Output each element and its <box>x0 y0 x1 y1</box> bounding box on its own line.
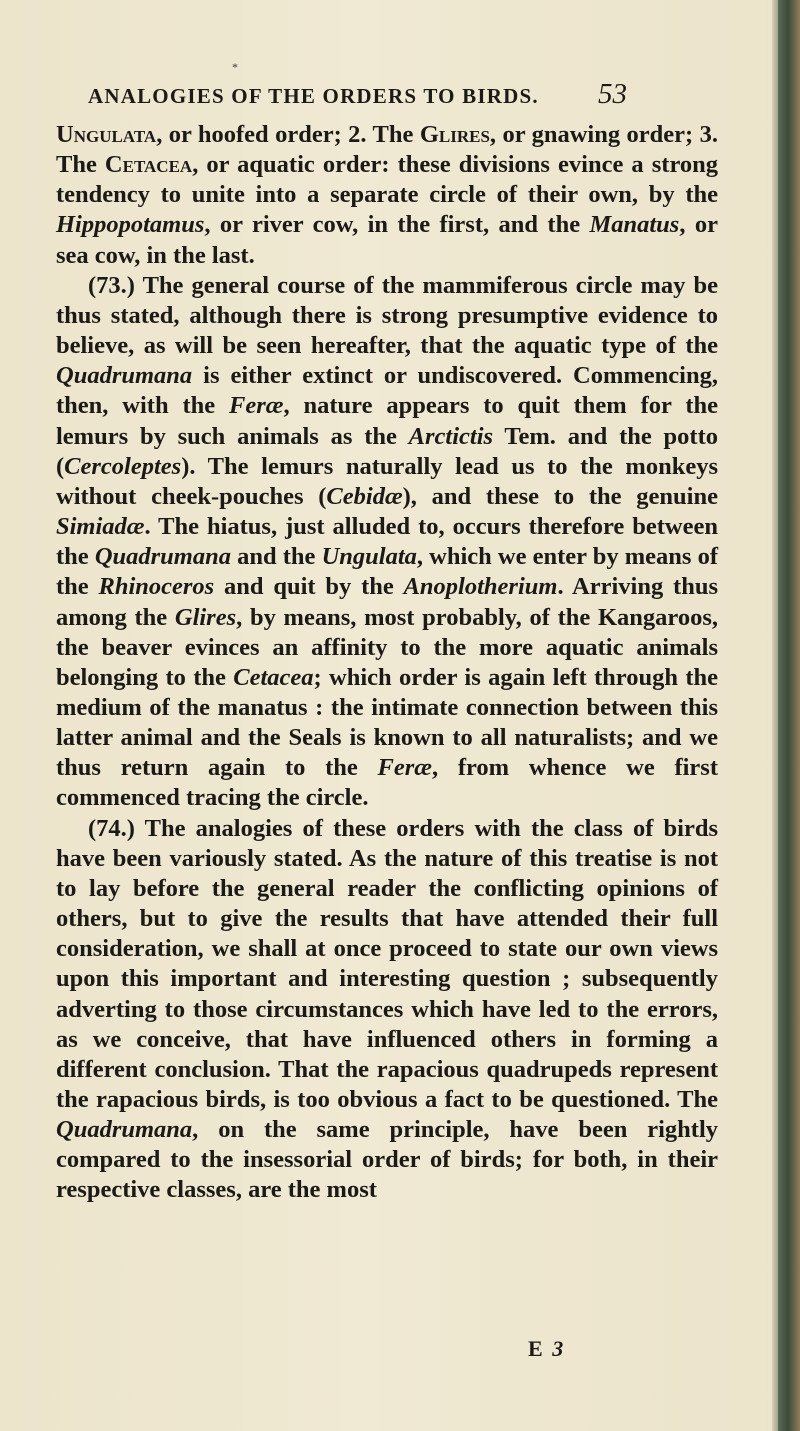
taxon-name: Arctictis <box>408 422 494 450</box>
text-run: (74.) The analogies of these orders with the class of birds have been variously stated. As the nature of this treatise is not to lay before the general reader the conflicting opinions of others, but to give the results that have attended their full consideration, we shall at once proceed to state our own views upon this important and interesting question ; subsequently adverting to those circumstances which have led to the errors, as we conceive, that have influenced others in forming a different conclusion. That the rapacious quadrupeds represent the rapacious birds, is too obvious a fact to be questioned. The <box>56 814 718 1113</box>
signature-number: 3 <box>552 1336 566 1361</box>
text-run: Tem. and the potto ( <box>56 422 718 480</box>
taxon-name: Cebidæ <box>326 482 403 510</box>
text-run: and quit by the <box>214 573 404 601</box>
text-run: , on the same principle, have been rightly compared to the insessorial order of birds; for both, in their respective classes, are the most <box>56 1116 718 1204</box>
text-run: ; which order is again left through the medium of the manatus : the intimate connection between this latter animal and the Seals is known to all naturalists; and we thus return again to the <box>56 663 718 782</box>
page-number: 53 <box>598 78 627 110</box>
text-run: , or gnawing order; 3. The <box>56 121 718 179</box>
taxon-name: Feræ <box>229 392 284 420</box>
paragraph-73 <box>56 271 718 814</box>
body-text <box>56 120 718 1206</box>
taxon-name: Cetacea <box>233 663 314 691</box>
taxon-name: Ungulata <box>321 543 417 571</box>
taxon-name: Cercoleptes <box>64 452 182 480</box>
taxon-name: Quadrumana <box>56 362 193 390</box>
taxon-name: Anoplotherium <box>403 573 558 601</box>
text-run: , or aquatic order: these divisions evince a strong tendency to unite into a separate circle of their own, by the <box>56 151 718 209</box>
taxon-name: Rhinoceros <box>98 573 215 601</box>
taxon-name: Quadrumana <box>94 543 231 571</box>
text-run: , by means, most probably, of the Kangaroos, the beaver evinces an affinity to the more aquatic animals belonging to the <box>56 603 718 691</box>
text-run: is either extinct or undiscovered. Commencing, then, with the <box>56 362 718 420</box>
text-run: . The hiatus, just alluded to, occurs therefore between the <box>56 513 718 571</box>
text-run: , nature appears to quit them for the lemurs by such animals as the <box>56 392 718 450</box>
taxon-name: Feræ <box>377 754 432 782</box>
text-run: and the <box>230 543 322 571</box>
text-run: ). The lemurs naturally lead us to the monkeys without cheek-pouches ( <box>56 452 718 510</box>
taxon-name: Hippopotamus <box>56 211 205 239</box>
signature-mark <box>528 1336 565 1362</box>
order-name: Cetacea <box>104 151 193 179</box>
taxon-name: Quadrumana <box>56 1116 193 1144</box>
order-name: Ungulata <box>56 121 157 148</box>
book-spine-edge <box>778 0 800 1431</box>
text-run: , or river cow, in the first, and the <box>204 211 590 239</box>
text-run: (73.) The general course of the mammiferous circle may be thus stated, although there is strong presumptive evidence to believe, as will be seen hereafter, that the aquatic type of the <box>56 271 718 360</box>
text-run: , which we enter by means of the <box>56 543 718 601</box>
paragraph-74 <box>56 814 718 1206</box>
paragraph-1 <box>56 120 718 271</box>
page-header <box>88 78 788 114</box>
printer-mark: * <box>232 60 238 74</box>
text-run: , or sea cow, in the last. <box>56 211 719 269</box>
order-name: Glires <box>419 121 490 148</box>
taxon-name: Simiadæ <box>56 513 145 541</box>
signature-letter: E <box>528 1336 545 1361</box>
text-run: , from whence we first commenced tracing the circle. <box>56 754 718 812</box>
text-run: , or hoofed order; 2. The <box>156 121 420 148</box>
running-head: ANALOGIES OF THE ORDERS TO BIRDS. <box>88 84 539 108</box>
taxon-name: Glires <box>174 603 237 631</box>
text-run: ), and these to the genuine <box>402 482 718 510</box>
taxon-name: Manatus <box>589 211 680 239</box>
text-run: . Arriving thus among the <box>56 573 718 631</box>
